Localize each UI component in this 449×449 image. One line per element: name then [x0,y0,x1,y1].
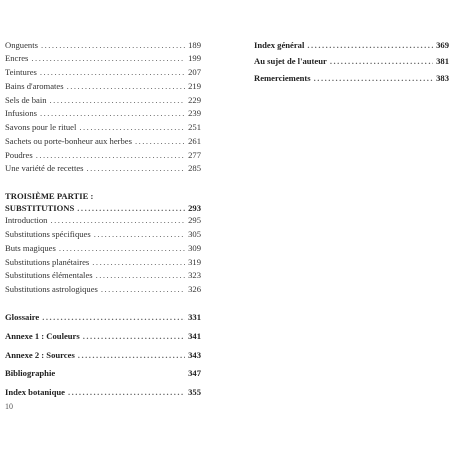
entry-page: 305 [188,229,201,239]
entry-page: 239 [188,108,201,118]
toc-bold-entry [5,386,201,398]
entry-page: 285 [188,163,201,173]
entry-title: Substitutions élémentales [5,270,93,280]
entry-page: 355 [188,387,201,397]
toc-entry [5,107,201,119]
dot-leader [41,39,185,51]
entry-page: 295 [188,215,201,225]
toc-part-entry [5,202,201,214]
page-number: 10 [5,402,13,411]
toc-bold-entry [5,311,201,323]
dot-leader [67,80,186,92]
dot-leader [83,330,185,342]
dot-leader [330,55,433,67]
dot-leader [31,52,185,64]
entry-title: Index botanique [5,387,65,397]
entry-title: Annexe 1 : Couleurs [5,331,80,341]
entry-page: 323 [188,270,201,280]
dot-leader [87,162,186,174]
dot-leader [40,66,185,78]
entry-title: Substitutions astrologiques [5,284,98,294]
entry-page: 383 [436,73,449,83]
entry-page: 189 [188,40,201,50]
dot-leader [50,214,185,226]
toc-bold-entry [254,72,449,84]
dot-leader [96,269,186,281]
toc-entry [5,162,201,174]
entry-page: 347 [188,368,201,378]
toc-bold-entry [5,367,201,379]
entry-page: 229 [188,95,201,105]
dot-leader [94,228,185,240]
entry-title: Une variété de recettes [5,163,84,173]
entry-page: 199 [188,53,201,63]
entry-page: 326 [188,284,201,294]
entry-title: Sachets ou porte-bonheur aux herbes [5,136,132,146]
dot-leader [78,349,185,361]
toc-entry [5,94,201,106]
toc-entry [5,228,201,240]
dot-leader [42,311,185,323]
dot-leader [68,386,185,398]
toc-entry [5,39,201,51]
dot-leader [79,121,185,133]
toc-entry [5,52,201,64]
dot-leader [135,135,185,147]
toc-entry [5,214,201,226]
entry-title: Buts magiques [5,243,56,253]
dot-leader [40,107,185,119]
toc-entry [5,242,201,254]
entry-title: Encres [5,53,29,63]
entry-page: 309 [188,243,201,253]
entry-page: 381 [436,56,449,66]
entry-page: 341 [188,331,201,341]
dot-leader [307,39,433,51]
entry-title: Au sujet de l'auteur [254,56,327,66]
toc-entry [5,149,201,161]
toc-entry [5,269,201,281]
entry-title: Teintures [5,67,37,77]
entry-title: Remerciements [254,73,311,83]
entry-title: Bains d'aromates [5,81,64,91]
entry-title: Savons pour le rituel [5,122,77,132]
toc-entry [5,121,201,133]
entry-page: 219 [188,81,201,91]
entry-page: 343 [188,350,201,360]
entry-page: 207 [188,67,201,77]
entry-title: Substitutions planétaires [5,257,90,267]
dot-leader [36,149,185,161]
toc-bold-entry [254,39,449,51]
dot-leader [50,94,186,106]
entry-page: 369 [436,40,449,50]
toc-entry [5,283,201,295]
toc-entry [5,256,201,268]
entry-page: 293 [188,203,201,213]
dot-leader [77,202,185,214]
toc-entry [5,66,201,78]
entry-title: Infusions [5,108,37,118]
entry-page: 331 [188,312,201,322]
dot-leader [92,256,185,268]
entry-title: Index général [254,40,305,50]
part-title: SUBSTITUTIONS [5,203,75,213]
entry-page: 251 [188,122,201,132]
entry-title: Substitutions spécifiques [5,229,91,239]
entry-page: 277 [188,150,201,160]
toc-bold-entry [5,330,201,342]
toc-entry [5,80,201,92]
entry-title: Bibliographie [5,368,56,378]
toc-bold-entry [254,55,449,67]
entry-page: 261 [188,136,201,146]
entry-page: 319 [188,257,201,267]
entry-title: Onguents [5,40,38,50]
entry-title: Introduction [5,215,48,225]
dot-leader [314,72,433,84]
entry-title: Poudres [5,150,33,160]
part-heading: TROISIÈME PARTIE : [5,191,94,201]
toc-entry [5,135,201,147]
dot-leader [59,242,185,254]
toc-bold-entry [5,349,201,361]
entry-title: Annexe 2 : Sources [5,350,75,360]
dot-leader [101,283,185,295]
entry-title: Sels de bain [5,95,47,105]
entry-title: Glossaire [5,312,40,322]
